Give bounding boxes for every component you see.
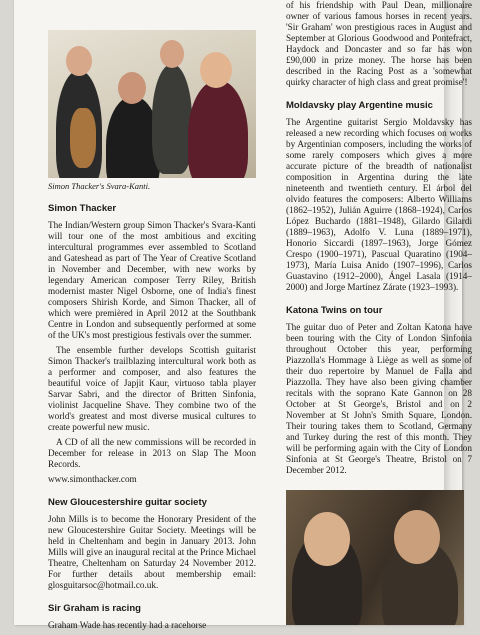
graham-paragraph-start: Graham Wade has recently had a racehorse [48, 620, 207, 630]
graham-heading: Sir Graham is racing [48, 603, 141, 614]
thacker-paragraph-3: A CD of all the new commissions will be recorded in December for release in 2013 on Slap The Moon Records. [48, 437, 256, 469]
glos-heading: New Gloucestershire guitar society [48, 497, 207, 508]
svara-kanti-photo [48, 30, 256, 178]
thacker-url: www.simonthacker.com [48, 474, 137, 484]
katona-heading: Katona Twins on tour [286, 305, 383, 316]
photo-caption: Simon Thacker's Svara-Kanti. [48, 181, 151, 191]
magazine-page [14, 0, 472, 630]
right-column [286, 0, 472, 625]
thacker-paragraph-2: The ensemble further develops Scottish guitarist Simon Thacker's trailblazing intercultural work both as a performer and composer, and also features the beautiful voice of Japjit Kaur, virtuoso tabla player Sarvar Sabri, and the director of Britten Sinfonia, violinist Jacqueline Shave. They combine two of the world's greatest and most diverse musical cultures to create powerful new music. [48, 345, 256, 432]
thacker-heading: Simon Thacker [48, 203, 117, 214]
katona-paragraph: The guitar duo of Peter and Zoltan Katona have been touring with the City of London Sinfonia throughout October this year, performing Piazzolla's Hommage à Liège as well as some of their duo repertoire by Manuel de Falla and Piazzolla. They have also been giving chamber recitals with the soprano Kate Gannon on 28 October at St George's, Bristol and on 2 November at St John's Smith Square, London. Their touring takes them to Scotland, Germany and Turkey during the rest of this month. They will be performing again with the City of London Sinfonia at St George's Theatre, Bristol on 7 December 2012. [286, 322, 472, 475]
katona-twins-photo [286, 490, 464, 625]
thacker-paragraph-1: The Indian/Western group Simon Thacker's Svara-Kanti will tour one of the most ambitious and exciting intercultural programmes ever assembled to Scotland and Gateshead as part of The Year of Creative Scotland in November and December, with new works by legendary American composer Terry Riley, British modernist master Nigel Osborne, one of India's finest composers Shirish Korde, and Simon Thacker, all of which were premièred in April 2012 at the Southbank Centre in London and subsequently performed at some of the UK's most prestigious festivals over the summer. [48, 220, 256, 340]
graham-paragraph-cont: of his friendship with Paul Dean, millionaire owner of various famous horses in recent years. 'Sir Graham' won prestigious races in August and September at Glorious Goodwood and Pontefract, Haydock and Doncaster and so far has won £90,000 in prize money. The horse has been described in the Racing Post as a 'somewhat quirky character of high class and great promise'! [286, 0, 472, 87]
left-column [48, 0, 256, 635]
moldavsky-heading: Moldavsky play Argentine music [286, 100, 433, 111]
moldavsky-paragraph: The Argentine guitarist Sergio Moldavsky has released a new recording which focuses on works by Argentinian composers, including the works of some rarely composers which gives a more accurate picture of the breadth of nationalist composition in Argentina during the late nineteenth and twentieth century. El árbol del olvido features the composers: Alberto Williams (1862–1952), Julián Aguirre (1868–1924), Carlos López Buchardo (1881–1948), Gilardo Gilardi (1889–1963), Adolfo V. Luna (1889–1971), Honorio Siccardi (1897–1963), Jorge Gómez Crespo (1900–1971), Pascual Quaratino (1904–1973), María Luisa Anido (1907–1996), Carlos Guastavino (1912–2000), Ángel Lasala (1914–2000) and Jorge Martínez Zárate (1923–1993). [286, 117, 472, 292]
glos-paragraph: John Mills is to become the Honorary President of the new Gloucestershire Guitar Society. Meetings will be held in Cheltenham and begin in January 2013. John Mills will give an inaugural recital at the Prince Michael Theatre, Cheltenham on Saturday 24 November 2012. For further details about membership email: glosguitarsoc@hotmail.co.uk. [48, 514, 256, 590]
